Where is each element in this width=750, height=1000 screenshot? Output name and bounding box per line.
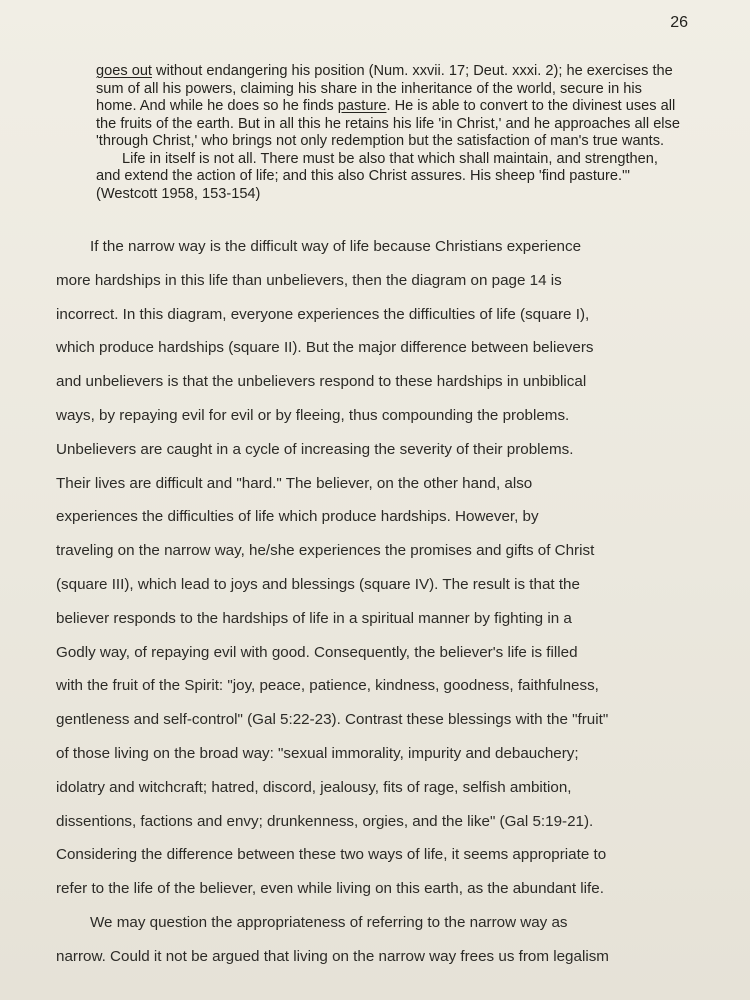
body-line: and unbelievers is that the unbelievers respond to these hardships in unbiblical xyxy=(56,373,587,391)
body-line: Considering the difference between these two ways of life, it seems appropriate to xyxy=(56,846,607,864)
body-line: ways, by repaying evil for evil or by fleeing, thus compounding the problems. xyxy=(56,406,570,424)
quote-text-b: . He is able to convert to the divinest uses all the fruits of the earth. But in all this he retains his life 'in Christ,' and he approaches all else 'through Christ,' who brings not only redemption but the satisfaction of man's true wants. xyxy=(96,98,680,149)
body-line: more hardships in this life than unbelievers, then the diagram on page 14 is xyxy=(56,271,562,289)
page-number: 26 xyxy=(670,14,688,31)
underlined-word-pasture: pasture xyxy=(337,98,387,114)
body-line: Unbelievers are caught in a cycle of increasing the severity of their problems. xyxy=(56,440,574,458)
body-text xyxy=(56,230,696,974)
body-line: traveling on the narrow way, he/she experiences the promises and gifts of Christ xyxy=(56,542,595,560)
body-line: which produce hardships (square II). But the major difference between believers xyxy=(56,339,594,357)
body-line: experiences the difficulties of life which produce hardships. However, by xyxy=(56,508,539,526)
quote-paragraph-1 xyxy=(96,63,686,151)
body-line: refer to the life of the believer, even while living on this earth, as the abundant life. xyxy=(56,880,604,898)
body-line: believer responds to the hardships of life in a spiritual manner by fighting in a xyxy=(56,609,572,627)
body-line: incorrect. In this diagram, everyone experiences the difficulties of life (square I), xyxy=(56,305,590,323)
block-quote xyxy=(96,63,686,203)
quote-paragraph-2: Life in itself is not all. There must be also that which shall maintain, and strengthen, and extend the action of life; and this also Christ assures. His sheep 'find pasture.'" (Westcott 1958, 153-154) xyxy=(96,150,658,202)
body-line: If the narrow way is the difficult way of life because Christians experience xyxy=(90,238,582,255)
body-line: of those living on the broad way: "sexual immorality, impurity and debauchery; xyxy=(56,744,579,762)
quote-text-a: without endangering his position (Num. xxvii. 17; Deut. xxxi. 2); he exercises the sum of all his powers, claiming his share in the inheritance of the world, secure in his home. And while he does so he finds xyxy=(96,63,673,114)
underlined-phrase-goes-out: goes out xyxy=(96,63,152,79)
body-line: dissentions, factions and envy; drunkenness, orgies, and the like" (Gal 5:19-21). xyxy=(56,812,594,830)
body-line: idolatry and witchcraft; hatred, discord, jealousy, fits of rage, selfish ambition, xyxy=(56,778,572,796)
body-line: Their lives are difficult and "hard." The believer, on the other hand, also xyxy=(56,474,533,492)
body-line: (square III), which lead to joys and blessings (square IV). The result is that the xyxy=(56,575,580,593)
body-line: gentleness and self-control" (Gal 5:22-23). Contrast these blessings with the "fruit" xyxy=(56,711,609,729)
body-line: with the fruit of the Spirit: "joy, peace, patience, kindness, goodness, faithfulness, xyxy=(56,677,599,695)
body-line: narrow. Could it not be argued that living on the narrow way frees us from legalism xyxy=(56,947,609,965)
body-line: Godly way, of repaying evil with good. Consequently, the believer's life is filled xyxy=(56,643,578,661)
body-line: We may question the appropriateness of referring to the narrow way as xyxy=(90,913,568,931)
